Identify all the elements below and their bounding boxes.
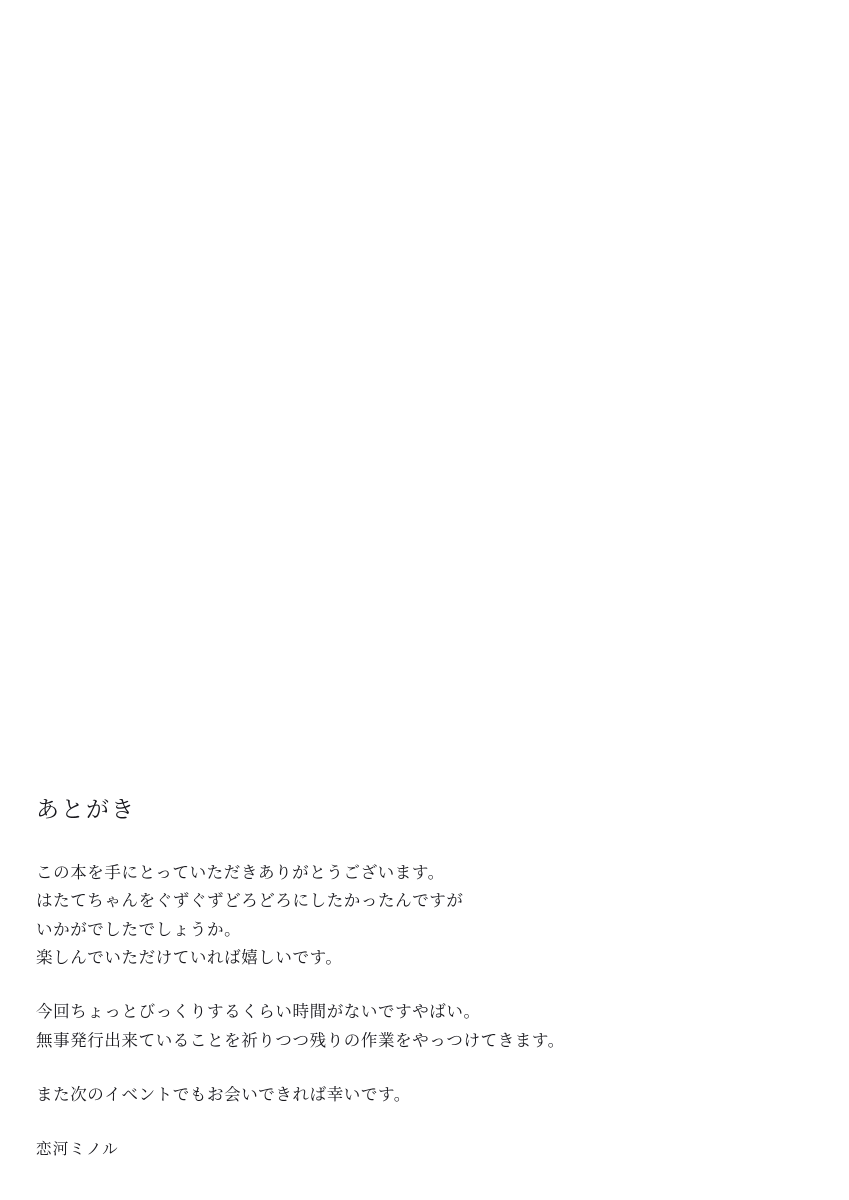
afterword-paragraph-1	[36, 859, 796, 973]
afterword-line: いかがでしたでしょうか。	[36, 920, 242, 939]
afterword-paragraph-2	[36, 998, 796, 1055]
afterword-line: はたてちゃんをぐずぐずどろどろにしたかったんですが	[36, 892, 464, 911]
afterword-heading: あとがき	[36, 796, 136, 822]
afterword-line: また次のイベントでもお会いできれば幸いです。	[36, 1086, 411, 1105]
afterword-line: この本を手にとっていただきありがとうございます。	[36, 863, 445, 882]
afterword-section	[36, 795, 796, 1161]
afterword-line: 楽しんでいただけていれば嬉しいです。	[36, 949, 343, 968]
afterword-line: 無事発行出来ていることを祈りつつ残りの作業をやっつけてきます。	[36, 1031, 565, 1050]
afterword-line: 今回ちょっとびっくりするくらい時間がないですやばい。	[36, 1003, 481, 1022]
afterword-paragraph-3	[36, 1081, 796, 1109]
author-signature: 恋河ミノル	[36, 1140, 119, 1158]
